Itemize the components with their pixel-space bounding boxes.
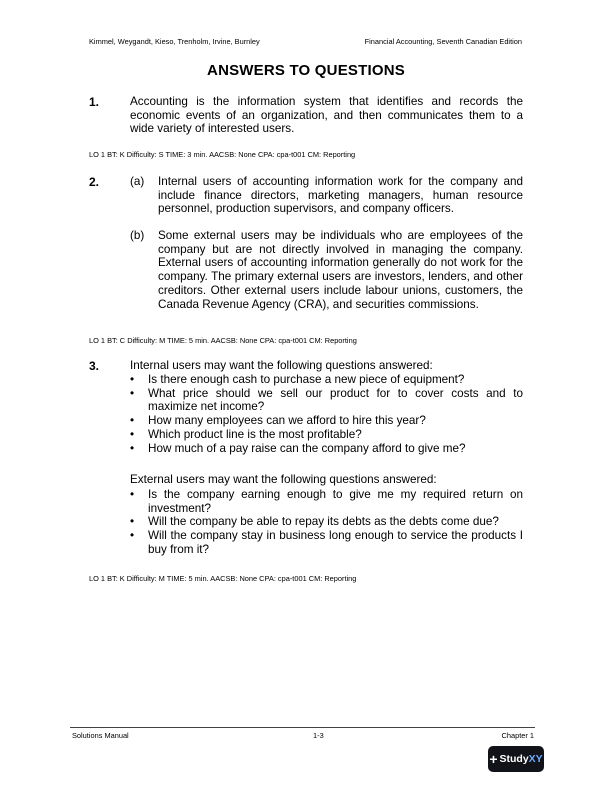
question-2-part-b-answer: Some external users may be individuals who are employees of the company but are not directly involved in managing the company. External users of accounting information generally do not work for the company. The primary external users are investors, lenders, and other creditors. Other external users include labour unions, customers, the Canada Revenue Agency (CRA), and securities commissions.	[158, 229, 523, 311]
question-1-answer: Accounting is the information system that identifies and records the economic events of an organization, and then communicates them to a wide variety of interested users.	[130, 95, 523, 136]
list-item: • Is the company earning enough to give me my required return on investment?	[130, 488, 523, 515]
bullet-icon: •	[130, 441, 135, 455]
page-title: ANSWERS TO QUESTIONS	[207, 62, 405, 79]
question-2-part-a-label: (a)	[130, 175, 145, 188]
bullet-icon: •	[130, 488, 135, 501]
question-3-external-intro: External users may want the following questions answered:	[130, 473, 437, 486]
list-item: • Will the company be able to repay its debts as the debts come due?	[130, 515, 499, 529]
list-item: • How much of a pay raise can the company afford to give me?	[130, 441, 466, 455]
question-1-number: 1.	[89, 95, 100, 109]
logo-word-xy: XY	[528, 753, 543, 765]
running-header-book-title: Financial Accounting, Seventh Canadian Edition	[364, 37, 522, 46]
question-2-part-a-answer: Internal users of accounting information work for the company and include finance directors, marketing managers, human resource personnel, production supervisors, and company officers.	[158, 175, 523, 216]
bullet-icon: •	[130, 414, 135, 428]
list-item: • How many employees can we afford to hire this year?	[130, 414, 426, 428]
external-users-question-list	[130, 488, 523, 557]
bullet-icon: •	[130, 515, 135, 529]
bullet-icon: •	[130, 529, 135, 543]
running-header-authors: Kimmel, Weygandt, Kieso, Trenholm, Irvine, Burnley	[89, 37, 260, 46]
question-3-number: 3.	[89, 359, 100, 373]
footer-manual-title: Solutions Manual	[72, 731, 129, 740]
bullet-icon: •	[130, 386, 135, 400]
question-3-metadata: LO 1 BT: K Difficulty: M TIME: 5 min. AACSB: None CPA: cpa-t001 CM: Reporting	[89, 574, 357, 583]
question-2-part-b-label: (b)	[130, 229, 145, 242]
question-2-metadata: LO 1 BT: C Difficulty: M TIME: 5 min. AACSB: None CPA: cpa-t001 CM: Reporting	[89, 336, 357, 345]
question-3-internal-intro: Internal users may want the following questions answered:	[130, 359, 433, 372]
studyxy-logo	[488, 746, 544, 772]
list-item: • Is there enough cash to purchase a new piece of equipment?	[130, 373, 465, 386]
plus-icon: +	[489, 751, 498, 767]
list-item: • Which product line is the most profitable?	[130, 427, 362, 441]
question-2-number: 2.	[89, 175, 100, 189]
question-1-metadata: LO 1 BT: K Difficulty: S TIME: 3 min. AACSB: None CPA: cpa-t001 CM: Reporting	[89, 150, 356, 159]
logo-word-study: Study	[499, 753, 529, 765]
footer-chapter: Chapter 1	[501, 731, 534, 740]
footer-divider	[70, 727, 535, 728]
list-item: • What price should we sell our product for to cover costs and to maximize net income?	[130, 386, 523, 414]
footer-page-number: 1-3	[313, 731, 324, 740]
bullet-icon: •	[130, 373, 135, 386]
bullet-icon: •	[130, 427, 135, 441]
internal-users-question-list	[130, 373, 523, 455]
list-item: • Will the company stay in business long enough to service the products I buy from it?	[130, 529, 523, 556]
